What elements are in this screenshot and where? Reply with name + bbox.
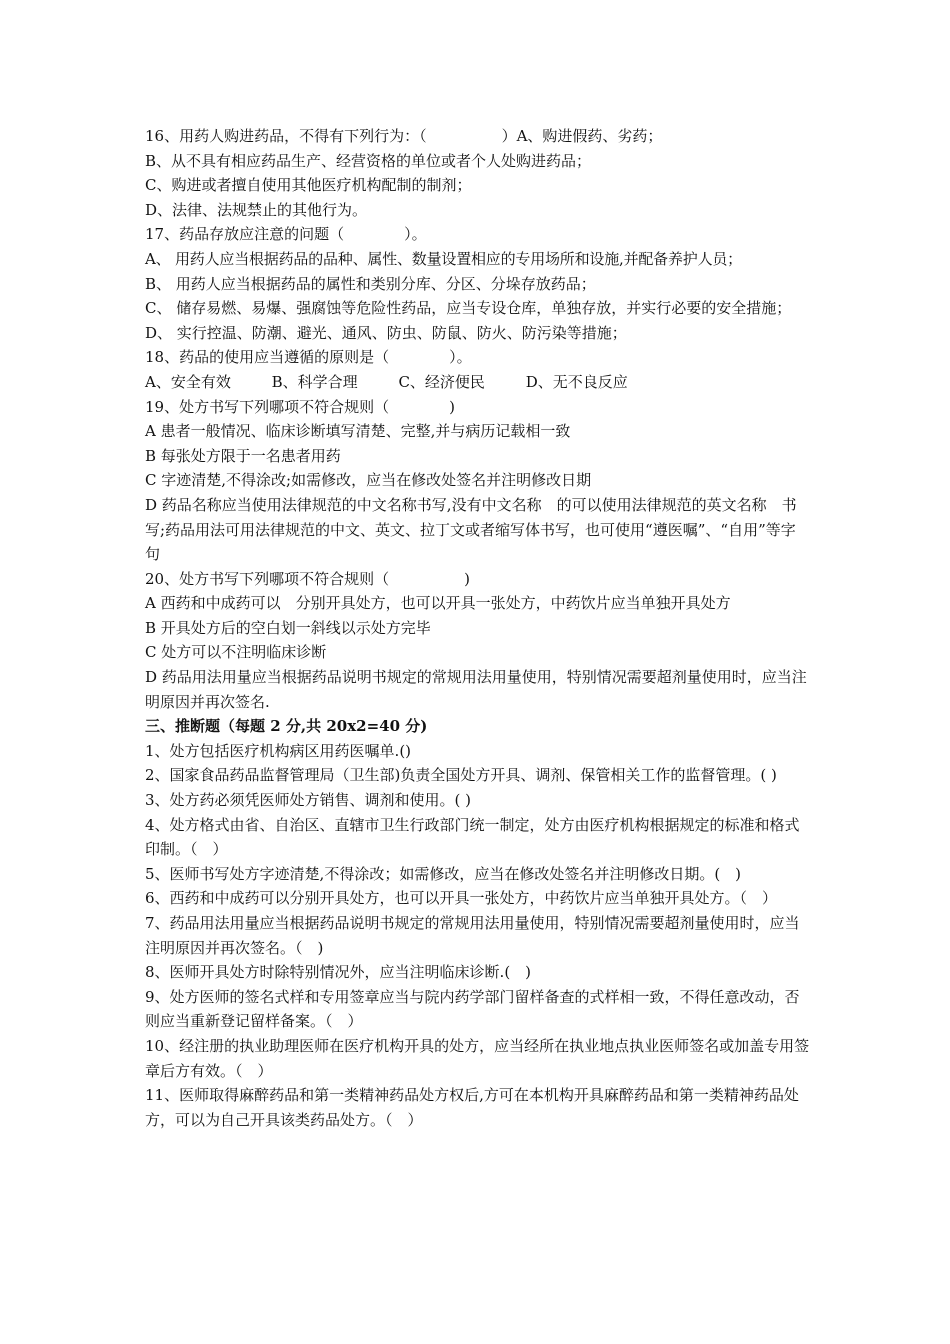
q18-option-d: D、无不良反应 [525,372,628,391]
judgment-6: 6、西药和中成药可以分别开具处方，也可以开具一张处方，中药饮片应当单独开具处方。（ ） [145,889,778,908]
q19-option-a: A 患者一般情况、临床诊断填写清楚、完整,并与病历记载相一致 [145,422,571,441]
q17-line: 17、药品存放应注意的问题（ ）。 [145,225,427,244]
judgment-2: 2、国家食品药品监督管理局（卫生部)负责全国处方开具、调剂、保管相关工作的监督管理。( ) [145,766,777,785]
q20-option-a: A 西药和中成药可以 分别开具处方，也可以开具一张处方，中药饮片应当单独开具处方 [145,594,731,613]
judgment-8: 8、医师开具处方时除特别情况外，应当注明临床诊断.( ) [145,963,532,982]
section-heading: 三、推断题（每题 2 分,共 20x2=40 分) [145,717,428,736]
q19-option-c: C 字迹清楚,不得涂改;如需修改，应当在修改处签名并注明修改日期 [145,471,592,490]
q19-line: 19、处方书写下列哪项不符合规则（ ) [145,397,455,416]
q18-options [145,370,810,395]
q20-option-c: C 处方可以不注明临床诊断 [145,643,327,662]
q16-line: 16、用药人购进药品，不得有下列行为：（ ）A、购进假药、劣药； [145,127,663,145]
q19-option-b: B 每张处方限于一名患者用药 [145,446,341,465]
q19-option-d: D 药品名称应当使用法律规范的中文名称书写,没有中文名称 的可以使用法律规范的英文名称 书写;药品用法可用法律规范的中文、英文、拉丁文或者缩写体书写，也可使用“遵医嘱”、“自用”等字句 [145,495,797,564]
judgment-3: 3、处方药必须凭医师处方销售、调剂和使用。( ) [145,791,472,810]
q18-option-c: C、经济便民 [398,372,485,391]
q16-option-c: C、购进或者擅自使用其他医疗机构配制的制剂； [145,176,472,195]
judgment-11: 11、医师取得麻醉药品和第一类精神药品处方权后,方可在本机构开具麻醉药品和第一类精神药品处方，可以为自己开具该类药品处方。（ ） [145,1086,799,1129]
q17-option-c: C、 储存易燃、易爆、强腐蚀等危险性药品，应当专设仓库，单独存放，并实行必要的安全措施； [145,299,792,318]
q17-option-a: A、 用药人应当根据药品的品种、属性、数量设置相应的专用场所和设施,并配备养护人员； [145,249,742,268]
judgment-4: 4、处方格式由省、自治区、直辖市卫生行政部门统一制定，处方由医疗机构根据规定的标准和格式印制。（ ） [145,815,800,859]
document-page [145,124,810,1132]
q18-line: 18、药品的使用应当遵循的原则是（ ）。 [145,348,472,367]
q18-option-a: A、安全有效 [145,372,231,391]
judgment-10: 10、经注册的执业助理医师在医疗机构开具的处方，应当经所在执业地点执业医师签名或加盖专用签章后方有效。（ ） [145,1036,810,1080]
q17-option-d: D、 实行控温、防潮、避光、通风、防虫、防鼠、防火、防污染等措施； [145,323,627,342]
q20-option-b: B 开具处方后的空白划一斜线以示处方完毕 [145,618,431,637]
q17-option-b: B、 用药人应当根据药品的属性和类别分库、分区、分垛存放药品； [145,274,596,293]
judgment-5: 5、医师书写处方字迹清楚,不得涂改；如需修改，应当在修改处签名并注明修改日期。( ) [145,864,742,883]
judgment-9: 9、处方医师的签名式样和专用签章应当与院内药学部门留样备查的式样相一致，不得任意改动，否则应当重新登记留样备案。（ ） [145,987,800,1031]
q18-option-b: B、科学合理 [271,372,358,391]
q20-option-d: D 药品用法用量应当根据药品说明书规定的常规用法用量使用，特别情况需要超剂量使用时，应当注明原因并再次签名. [145,668,807,711]
q16-option-d: D、法律、法规禁止的其他行为。 [145,200,368,219]
q16-option-b: B、从不具有相应药品生产、经营资格的单位或者个人处购进药品； [145,151,592,170]
judgment-7: 7、药品用法用量应当根据药品说明书规定的常规用法用量使用，特别情况需要超剂量使用时，应当注明原因并再次签名。（ ) [145,914,800,957]
q20-line: 20、处方书写下列哪项不符合规则（ ) [145,569,470,588]
judgment-1: 1、处方包括医疗机构病区用药医嘱单.() [145,741,412,760]
